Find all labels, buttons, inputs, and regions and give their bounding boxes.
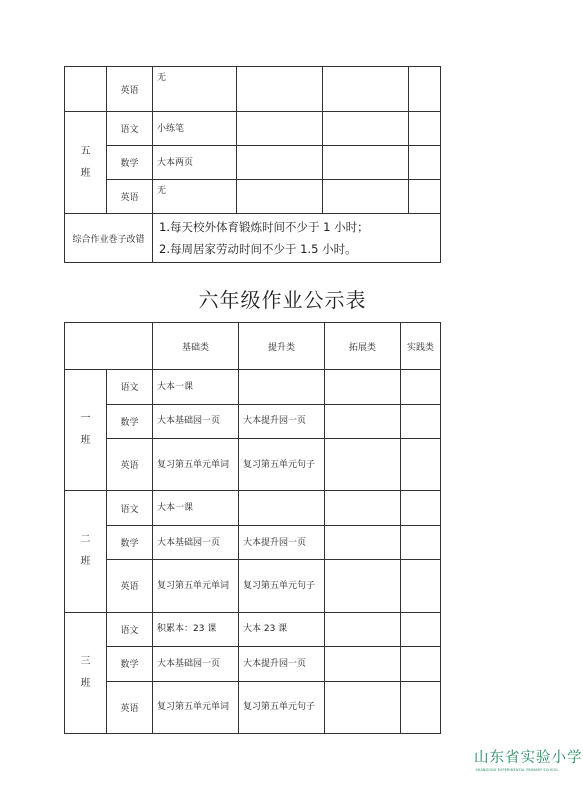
note-line: 1.每天校外体育锻炼时间不少于 1 小时； — [159, 220, 369, 234]
class-label-3: 三 班 — [65, 612, 107, 733]
subject-cell: 英语 — [107, 439, 153, 491]
class-label-1: 一 班 — [65, 370, 107, 491]
subject-cell: 数学 — [107, 525, 153, 560]
basic-cell: 大本一课 — [153, 370, 239, 405]
comprehensive-row — [65, 214, 441, 263]
table-row — [65, 681, 441, 733]
table-row — [65, 112, 441, 146]
basic-cell: 大本基础园一页 — [153, 525, 239, 560]
table-row — [65, 612, 441, 647]
class-label-5: 五 班 — [65, 112, 107, 214]
basic-cell: 无 — [153, 180, 237, 214]
advanced-cell — [239, 491, 325, 526]
subject-cell: 英语 — [107, 67, 153, 112]
comprehensive-notes — [153, 214, 441, 263]
page-title: 六年级作业公示表 — [198, 288, 367, 312]
subject-cell: 英语 — [107, 180, 153, 214]
advanced-cell — [239, 370, 325, 405]
basic-cell: 大本两页 — [153, 146, 237, 180]
table-row — [65, 370, 441, 405]
basic-cell: 复习第五单元单词 — [153, 560, 239, 612]
subject-cell: 英语 — [107, 560, 153, 612]
table-row — [65, 647, 441, 682]
subject-cell: 数学 — [107, 647, 153, 682]
basic-cell: 无 — [153, 67, 237, 112]
basic-cell: 大本基础园一页 — [153, 404, 239, 439]
table-row — [65, 525, 441, 560]
advanced-cell: 大本提升园一页 — [239, 647, 325, 682]
header-advanced: 提升类 — [239, 323, 325, 370]
basic-cell: 积累本：23 课 — [153, 612, 239, 647]
header-row — [65, 323, 441, 370]
school-name-en: SHANDONG EXPERIMENTAL PRIMARY SCHOOL — [475, 768, 559, 772]
table-row — [65, 146, 441, 180]
table-row — [65, 439, 441, 491]
homework-table-grade5-continued — [64, 66, 441, 263]
table-row — [65, 404, 441, 439]
school-logo — [474, 746, 583, 772]
subject-cell: 语文 — [107, 370, 153, 405]
table-row — [65, 491, 441, 526]
class-label-2: 二 班 — [65, 491, 107, 612]
advanced-cell: 大本提升园一页 — [239, 404, 325, 439]
subject-cell: 数学 — [107, 404, 153, 439]
subject-cell: 数学 — [107, 146, 153, 180]
basic-cell: 大本一课 — [153, 491, 239, 526]
advanced-cell: 复习第五单元句子 — [239, 681, 325, 733]
header-extension: 拓展类 — [325, 323, 401, 370]
subject-cell: 语文 — [107, 112, 153, 146]
subject-cell: 语文 — [107, 612, 153, 647]
table-row — [65, 560, 441, 612]
header-practice: 实践类 — [401, 323, 441, 370]
school-name-cn: 山东省实验小学 — [474, 750, 583, 766]
comprehensive-label: 综合作业巻子改错 — [65, 214, 153, 263]
advanced-cell: 大本提升园一页 — [239, 525, 325, 560]
advanced-cell: 复习第五单元句子 — [239, 560, 325, 612]
table-row — [65, 67, 441, 112]
basic-cell: 大本基础园一页 — [153, 647, 239, 682]
advanced-cell: 复习第五单元句子 — [239, 439, 325, 491]
class-cell — [65, 67, 107, 112]
note-line: 2.每周居家劳动时间不少于 1.5 小时。 — [159, 242, 357, 256]
subject-cell: 语文 — [107, 491, 153, 526]
basic-cell: 复习第五单元单词 — [153, 681, 239, 733]
subject-cell: 英语 — [107, 681, 153, 733]
basic-cell: 小练笔 — [153, 112, 237, 146]
homework-table-grade6 — [64, 322, 441, 734]
header-basic: 基础类 — [153, 323, 239, 370]
table-row — [65, 180, 441, 214]
advanced-cell: 大本 23 课 — [239, 612, 325, 647]
basic-cell: 复习第五单元单词 — [153, 439, 239, 491]
